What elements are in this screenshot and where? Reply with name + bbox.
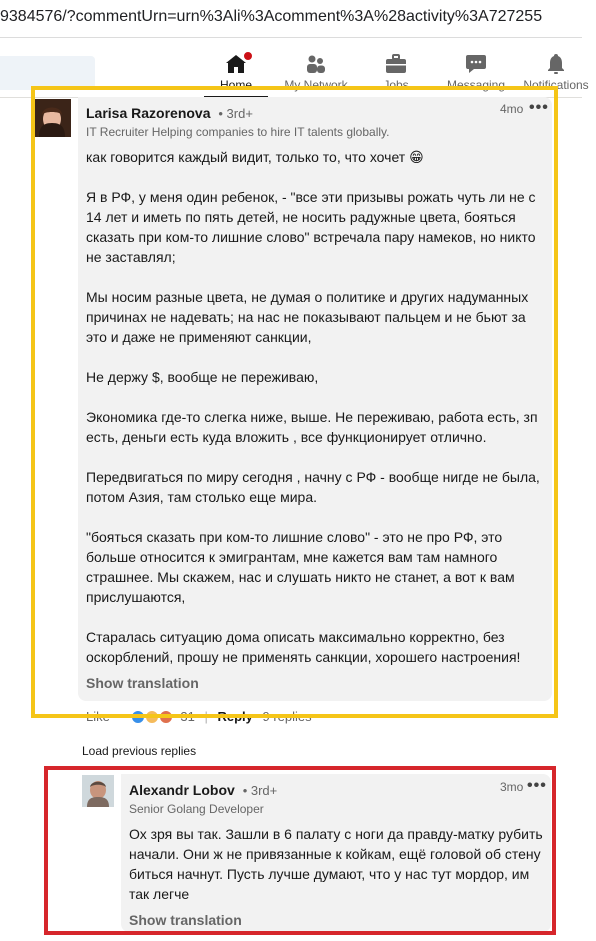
avatar[interactable] xyxy=(33,99,71,137)
comment-paragraph: Экономика где-то слегка ниже, выше. Не переживаю, работа есть, зп есть, деньги есть куда вложить , все функционирует отлично. xyxy=(86,409,538,445)
nav-notifications[interactable] xyxy=(516,52,596,92)
network-icon xyxy=(304,52,328,76)
reply-text: Ох зря вы так. Зашли в 6 палату с ноги да правду-матку рубить начали. Они ж не привязанные к койкам, ещё головой об стену биться начнут. Пусть лучше думают, что у нас тут мордор, им так легче xyxy=(129,826,543,902)
profile-photo-icon xyxy=(82,775,114,807)
bell-icon xyxy=(544,52,568,76)
browser-url-bar[interactable] xyxy=(0,0,582,38)
comment-paragraph: Старалась ситуацию дома описать максимально корректно, без оскорблений, прошу не применять санкции, хорошего настроения! xyxy=(86,629,521,665)
messaging-icon xyxy=(464,52,488,76)
show-translation-link[interactable]: Show translation xyxy=(129,912,242,928)
reply-button[interactable]: Reply xyxy=(217,709,253,725)
connection-degree: • 3rd+ xyxy=(242,783,278,798)
nav-label: Jobs xyxy=(383,78,409,92)
reply-bubble xyxy=(121,774,551,932)
briefcase-icon xyxy=(384,52,408,76)
divider: | xyxy=(204,709,208,725)
comment-paragraph: Не держу $, вообще не переживаю, xyxy=(86,369,319,385)
reply-author-line xyxy=(129,782,277,798)
comment-paragraph: Мы носим разные цвета, не думая о политике и других надуманных причинах не надевать; на нас не показывают пальцем и не бьют за это и даже не применяют санкции, xyxy=(86,289,529,345)
load-previous-replies-button[interactable]: Load previous replies xyxy=(82,744,197,758)
nav-jobs[interactable] xyxy=(356,52,436,92)
connection-degree: • 3rd+ xyxy=(218,106,253,121)
reaction-count[interactable]: 31 xyxy=(180,709,195,725)
comment-time: 4mo xyxy=(500,102,524,116)
more-options-button[interactable]: ••• xyxy=(527,777,547,794)
reply-time: 3mo xyxy=(500,780,524,794)
profile-photo-icon xyxy=(33,99,71,137)
avatar[interactable] xyxy=(82,775,114,807)
like-button[interactable]: Like xyxy=(86,709,110,725)
comment-actions xyxy=(86,708,312,728)
nav-label: My Network xyxy=(284,78,348,92)
reaction-icons xyxy=(131,709,168,725)
author-name[interactable]: Alexandr Lobov xyxy=(129,782,235,798)
show-translation-link[interactable]: Show translation xyxy=(86,675,199,691)
heart-reaction-icon xyxy=(159,710,173,724)
author-headline: Senior Golang Developer xyxy=(129,802,264,816)
comment-author-line xyxy=(86,105,253,121)
nav-home[interactable] xyxy=(196,52,276,92)
nav-label: Home xyxy=(219,78,252,92)
comment-bubble xyxy=(78,97,552,701)
search-input[interactable] xyxy=(0,56,95,90)
url-text[interactable]: 9384576/?commentUrn=urn%3Ali%3Acomment%3A%28activity%3A727255 xyxy=(0,8,543,25)
notification-badge xyxy=(242,50,254,62)
reply-count[interactable]: 9 replies xyxy=(262,709,312,725)
author-name[interactable]: Larisa Razorenova xyxy=(86,105,211,121)
nav-label: Notifications xyxy=(523,78,589,92)
comment-paragraph: Я в РФ, у меня один ребенок, - "все эти призывы рожать чуть ли не с 14 лет и иметь по пять детей, не носить радужные цвета, бояться сказать при ком-то лишние слово" встречала пару намеков, но никто не заставлял; xyxy=(86,189,536,265)
comment-text xyxy=(86,147,544,667)
more-options-button[interactable]: ••• xyxy=(529,99,549,116)
nav-label: Messaging xyxy=(446,78,506,92)
nav-my-network[interactable] xyxy=(276,52,356,92)
comment-paragraph: как говорится каждый видит, только то, что хочет 😁 xyxy=(86,149,424,165)
smile-reaction-icon xyxy=(145,710,159,724)
comment-paragraph: "бояться сказать при ком-то лишние слово" - это не про РФ, это больше относится к эмигрантам, мне кажется вам там намного страшнее. Мы скажем, нас и слушать никто не станет, а вот к вам прислушаются, xyxy=(86,529,515,605)
author-headline: IT Recruiter Helping companies to hire IT talents globally. xyxy=(86,125,390,139)
comment-paragraph: Передвигаться по миру сегодня , начну с РФ - вообще нигде не была, потом Азия, там столько еще мира. xyxy=(86,469,540,505)
like-reaction-icon xyxy=(131,710,145,724)
nav-messaging[interactable] xyxy=(436,52,516,92)
top-navigation xyxy=(0,38,589,98)
